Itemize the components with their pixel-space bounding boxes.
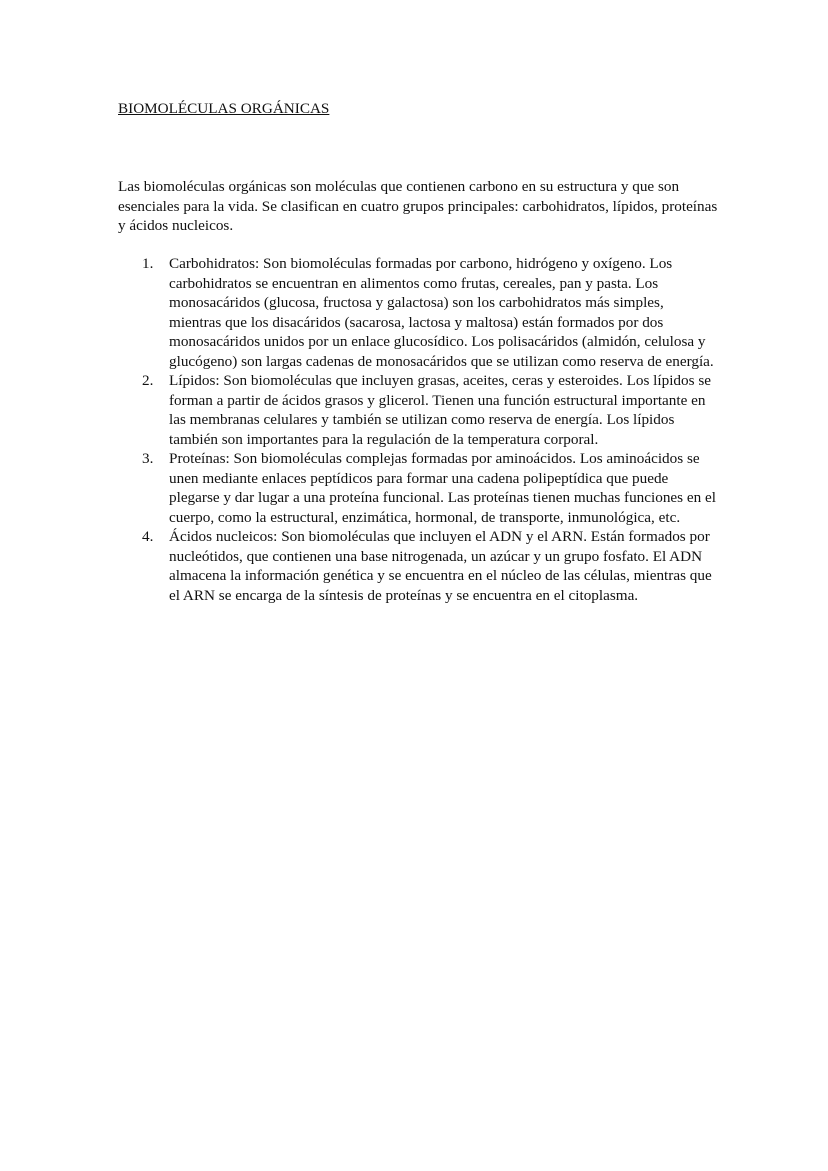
document-title: BIOMOLÉCULAS ORGÁNICAS <box>118 100 330 117</box>
list-item <box>118 527 718 605</box>
list-item <box>118 254 718 371</box>
list-item <box>118 371 718 449</box>
list-item-text: Proteínas: Son biomoléculas complejas formadas por aminoácidos. Los aminoácidos se unen mediante enlaces peptídicos para formar una cadena polipeptídica que puede plegarse y dar lugar a una proteína funcional. Las proteínas tienen muchas funciones en el cuerpo, como la estructural, enzimática, hormonal, de transporte, inmunológica, etc. <box>169 450 716 526</box>
list-item <box>118 449 718 527</box>
intro-paragraph: Las biomoléculas orgánicas son moléculas que contienen carbono en su estructura y que son esenciales para la vida. Se clasifican en cuatro grupos principales: carbohidratos, lípidos, proteínas y ácidos nucleicos. <box>118 178 718 234</box>
list-item-text: Ácidos nucleicos: Son biomoléculas que incluyen el ADN y el ARN. Están formados por nucleótidos, que contienen una base nitrogenada, un azúcar y un grupo fosfato. El ADN almacena la información genética y se encuentra en el núcleo de las células, mientras que el ARN se encarga de la síntesis de proteínas y se encuentra en el citoplasma. <box>169 528 712 604</box>
list-item-number: 4. <box>142 528 154 545</box>
biomolecule-list <box>118 254 718 605</box>
list-item-text: Carbohidratos: Son biomoléculas formadas por carbono, hidrógeno y oxígeno. Los carbohidratos se encuentran en alimentos como frutas, cereales, pan y pasta. Los monosacáridos (glucosa, fructosa y galactosa) son los carbohidratos más simples, mientras que los disacáridos (sacarosa, lactosa y maltosa) están formados por dos monosacáridos unidos por un enlace glucosídico. Los polisacáridos (almidón, celulosa y glucógeno) son largas cadenas de monosacáridos que se utilizan como reserva de energía. <box>169 255 714 370</box>
list-item-number: 1. <box>142 255 154 272</box>
list-item-number: 2. <box>142 372 154 389</box>
list-item-number: 3. <box>142 450 154 467</box>
list-item-text: Lípidos: Son biomoléculas que incluyen grasas, aceites, ceras y esteroides. Los lípidos se forman a partir de ácidos grasos y glicerol. Tienen una función estructural importante en las membranas celulares y también se utilizan como reserva de energía. Los lípidos también son importantes para la regulación de la temperatura corporal. <box>169 372 711 448</box>
